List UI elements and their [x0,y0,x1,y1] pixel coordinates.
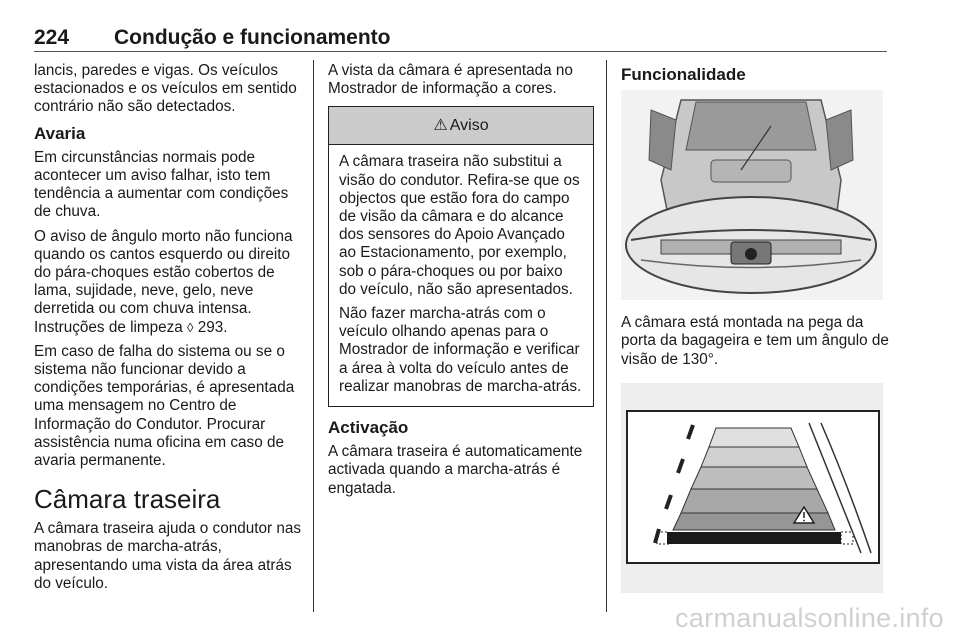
activacao-paragraph: A câmara traseira é automaticamente activada quando a marcha-atrás é engatada. [328,443,583,497]
intro-paragraph: lancis, paredes e vigas. Os veículos estacionados e os veículos em sentido contrário não são detectados. [34,62,297,116]
column-divider [313,60,314,612]
warning-icon: ⚠ [433,116,448,134]
camera-display-svg [621,383,883,593]
display-paragraph: A vista da câmara é apresentada no Mostrador de informação a cores. [328,62,573,98]
avaria-paragraph-2-text: O aviso de ângulo morto não funciona quando os cantos esquerdo ou direito do pára-choques estão cobertos de lama, sujidade, neve, gelo, neve derretida ou com chuva intensa. Instruções de limpeza [34,227,293,336]
funcionalidade-paragraph: A câmara está montada na pega da porta da bagageira e tem um ângulo de visão de 130°. [621,314,889,368]
car-rear-svg [621,90,883,300]
heading-avaria: Avaria [34,123,86,143]
warning-paragraph-1: A câmara traseira não substitui a visão do condutor. Refira-se que os objectos que estão fora do campo de visão da câmara e do alcance dos sensores do Apoio Avançado ao Estacionamento, por exemplo, sob o pára-choques ou por baixo do veículo, não são apresentados. [339,153,580,298]
warning-label: Aviso [449,116,489,134]
heading-activacao: Activação [328,418,409,438]
warning-body [329,145,593,406]
page-number: 224 [34,26,70,49]
column-3 [621,62,891,607]
heading-camara-traseira: Câmara traseira [34,484,221,515]
chapter-title: Condução e funcionamento [114,26,391,49]
page-reference-icon: ◊ [187,319,194,335]
camera-paragraph: A câmara traseira ajuda o condutor nas manobras de marcha-atrás, apresentando uma vista da área atrás do veículo. [34,520,302,592]
camera-display-illustration [621,383,883,593]
heading-funcionalidade: Funcionalidade [621,65,746,84]
page-header [34,26,887,52]
warning-header [329,107,593,145]
watermark: carmanualsonline.info [675,603,944,633]
column-2 [328,62,594,504]
column-1 [34,62,302,599]
column-divider [606,60,607,612]
page-reference[interactable]: 293. [197,318,228,336]
avaria-paragraph-3: Em caso de falha do sistema ou se o sistema não funcionar devido a condições temporárias, é apresentada uma mensagem no Centro de Informação do Condutor. Procurar assistência numa oficina em caso de avaria permanente. [34,342,295,470]
warning-box [328,106,594,407]
avaria-paragraph-2 [34,228,302,337]
car-rear-camera-illustration [621,90,883,300]
warning-paragraph-2: Não fazer marcha-atrás com o veículo olhando apenas para o Mostrador de informação e verificar a área à volta do veículo antes de realizar manobras de marcha-atrás. [339,305,582,395]
avaria-paragraph-1: Em circunstâncias normais pode acontecer um aviso falhar, isto tem tendência a aumentar com condições de chuva. [34,148,289,221]
